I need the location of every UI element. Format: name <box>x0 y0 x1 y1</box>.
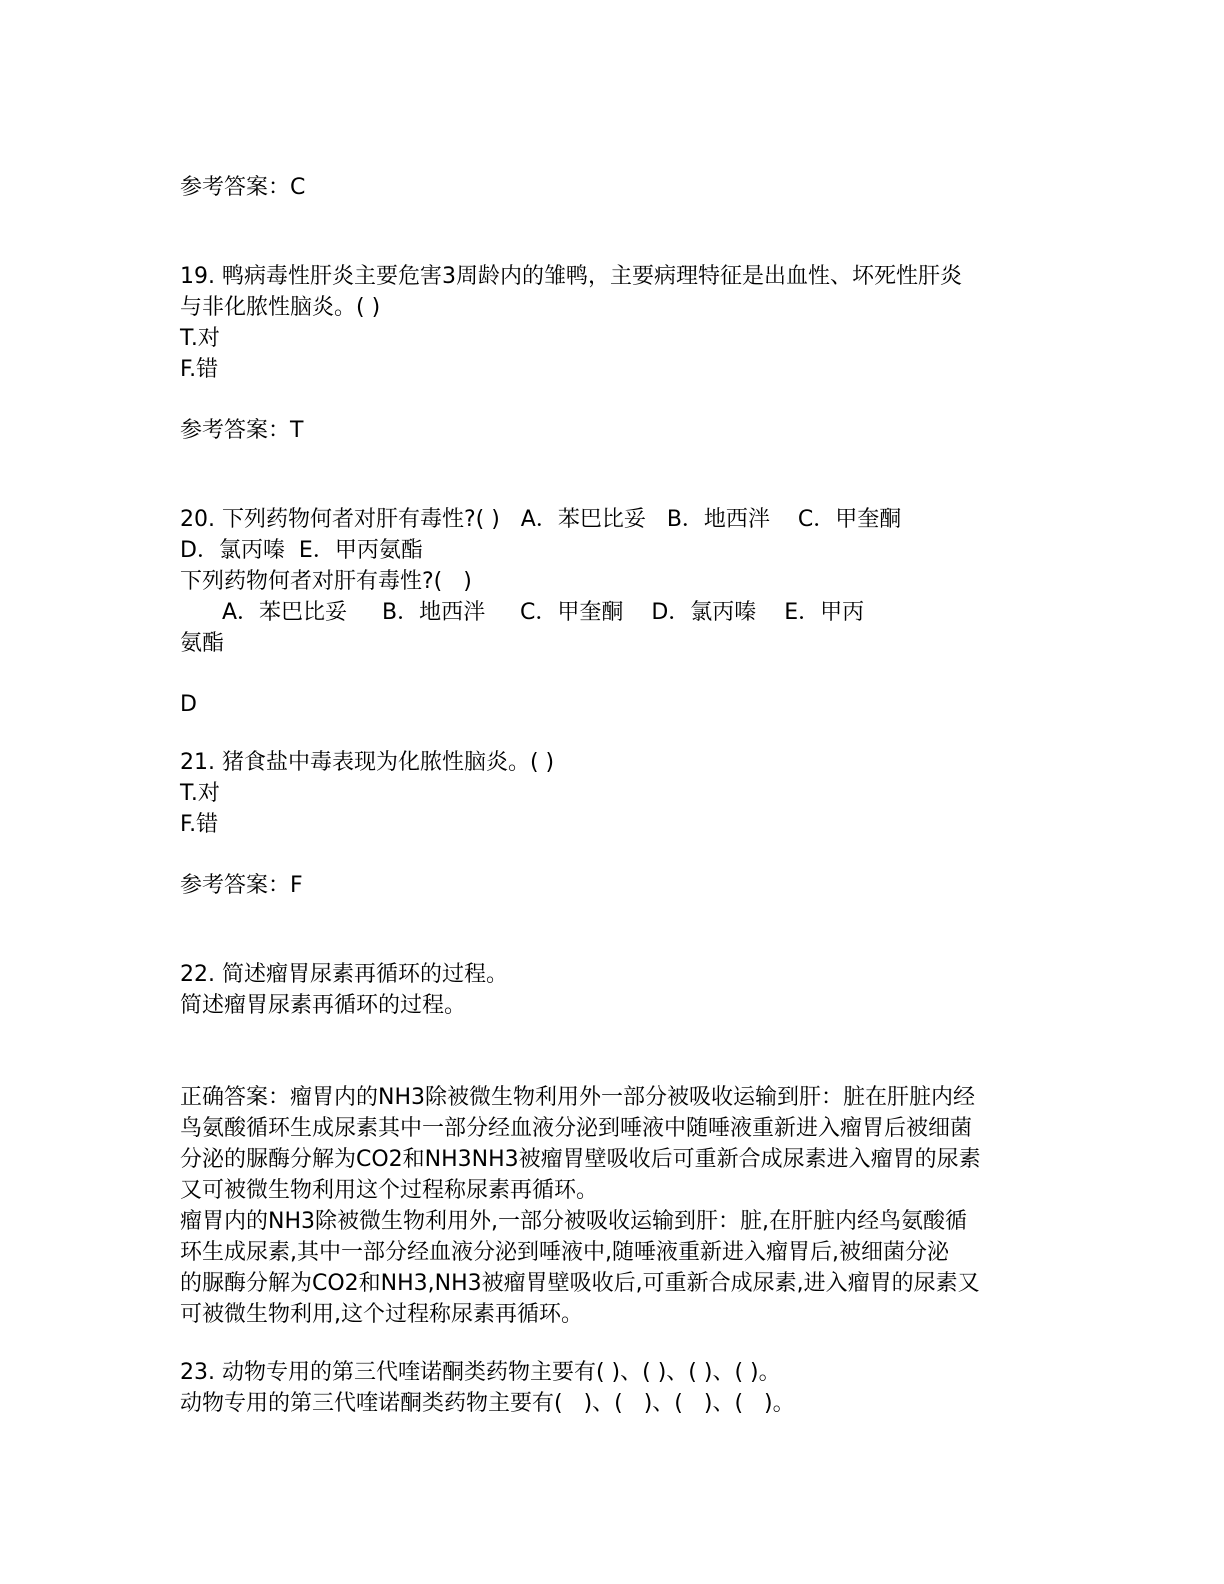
answer-22-line-7: 的脲酶分解为CO2和NH3,NH3被瘤胃壁吸收后,可重新合成尿素,进入瘤胃的尿素又 <box>180 1271 980 1296</box>
question-22-line-1: 22. 简述瘤胃尿素再循环的过程。 <box>180 962 508 987</box>
answer-22-line-8: 可被微生物利用,这个过程称尿素再循环。 <box>180 1302 583 1327</box>
answer-20: D <box>180 692 197 717</box>
answer-21: 参考答案：F <box>180 873 303 898</box>
question-20-line-4: A．苯巴比妥 B．地西泮 C．甲奎酮 D．氯丙嗪 E．甲丙 <box>180 600 865 625</box>
answer-22-line-3: 分泌的脲酶分解为CO2和NH3NH3被瘤胃壁吸收后可重新合成尿素进入瘤胃的尿素 <box>180 1147 981 1172</box>
question-19-line-1: 19. 鸭病毒性肝炎主要危害3周龄内的雏鸭，主要病理特征是出血性、坏死性肝炎 <box>180 264 962 289</box>
question-19-option-t: T.对 <box>180 326 220 351</box>
question-21-line-1: 21. 猪食盐中毒表现为化脓性脑炎。( ) <box>180 750 555 775</box>
question-20-line-1: 20. 下列药物何者对肝有毒性?( ) A．苯巴比妥 B．地西泮 C．甲奎酮 <box>180 507 902 532</box>
answer-22-line-4: 又可被微生物利用这个过程称尿素再循环。 <box>180 1178 599 1203</box>
question-19-option-f: F.错 <box>180 357 219 382</box>
question-20-line-2: D．氯丙嗪 E．甲丙氨酯 <box>180 538 423 563</box>
answer-22-line-6: 环生成尿素,其中一部分经血液分泌到唾液中,随唾液重新进入瘤胃后,被细菌分泌 <box>180 1240 949 1265</box>
question-22-line-2: 简述瘤胃尿素再循环的过程。 <box>180 993 467 1018</box>
question-21-option-t: T.对 <box>180 781 220 806</box>
answer-22-line-5: 瘤胃内的NH3除被微生物利用外,一部分被吸收运输到肝：脏,在肝脏内经鸟氨酸循 <box>180 1209 967 1234</box>
answer-18: 参考答案：C <box>180 175 306 200</box>
question-20-line-5: 氨酯 <box>180 631 225 656</box>
question-20-line-3: 下列药物何者对肝有毒性?( ) <box>180 569 472 594</box>
answer-19: 参考答案：T <box>180 418 304 443</box>
question-23-line-1: 23. 动物专用的第三代喹诺酮类药物主要有( )、( )、( )、( )。 <box>180 1360 781 1385</box>
question-23-line-2: 动物专用的第三代喹诺酮类药物主要有( )、( )、( )、( )。 <box>180 1391 795 1416</box>
answer-22-line-2: 鸟氨酸循环生成尿素其中一部分经血液分泌到唾液中随唾液重新进入瘤胃后被细菌 <box>180 1116 973 1141</box>
question-21-option-f: F.错 <box>180 812 219 837</box>
answer-22-line-1: 正确答案：瘤胃内的NH3除被微生物利用外一部分被吸收运输到肝：脏在肝脏内经 <box>180 1085 975 1110</box>
question-19-line-2: 与非化脓性脑炎。( ) <box>180 295 381 320</box>
